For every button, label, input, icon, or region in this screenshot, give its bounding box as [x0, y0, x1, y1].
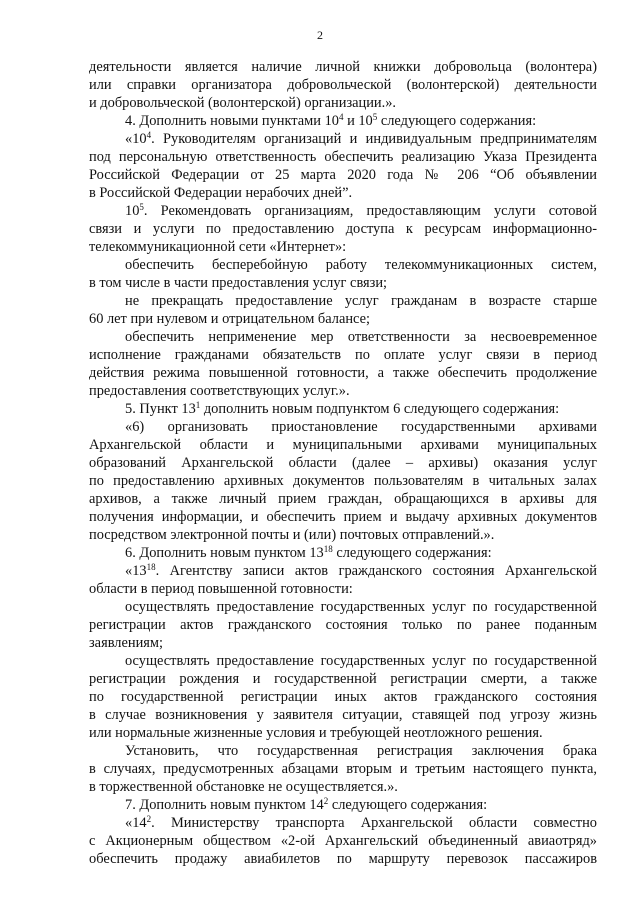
text-line [89, 274, 597, 292]
text-span: 10 [125, 203, 140, 219]
text-span: Установить, что государственная регистрация заключения брака [125, 743, 597, 759]
text-span: образований Архангельской области (далее – архивы) оказания услуг [89, 455, 597, 471]
text-line [89, 166, 597, 184]
text-span: в случае возникновения у заявителя ситуации, ставящей под угрозу жизнь [89, 707, 597, 723]
text-span: «13 [125, 563, 147, 579]
text-line [89, 742, 597, 760]
text-line [89, 130, 597, 148]
text-line [89, 454, 597, 472]
text-span: «6) организовать приостановление государственными архивами [125, 419, 597, 435]
superscript: 18 [146, 562, 156, 572]
text-line [89, 796, 597, 814]
text-line [89, 76, 597, 94]
superscript: 4 [338, 112, 344, 122]
text-span: посредством электронной почты и (или) почтовых отправлений.». [89, 527, 495, 543]
text-line [89, 220, 597, 238]
text-span: не прекращать предоставление услуг гражданам в возрасте старше [125, 293, 597, 309]
text-line [89, 814, 597, 832]
text-span: следующего содержания: [328, 797, 488, 813]
text-line [89, 436, 597, 454]
text-line [89, 832, 597, 850]
text-span: 7. Дополнить новым пунктом 14 [125, 797, 324, 813]
text-line [89, 562, 597, 580]
text-line [89, 526, 597, 544]
text-span: или справки организатора добровольческой (волонтерской) деятельности [89, 77, 597, 93]
text-span: 6. Дополнить новым пунктом 13 [125, 545, 324, 561]
superscript: 1 [195, 400, 201, 410]
text-span: исполнение гражданами обязательств по оплате услуг связи в период [89, 347, 597, 363]
text-span: «14 [125, 815, 147, 831]
text-span: обеспечить бесперебойную работу телекоммуникационных систем, [125, 257, 597, 273]
text-span: и добровольческой (волонтерской) организации.». [89, 95, 397, 111]
text-span: и 10 [343, 113, 373, 129]
text-span: обеспечить неприменение мер ответственности за несвоевременное [125, 329, 597, 345]
text-span: деятельности является наличие личной книжки добровольца (волонтера) [89, 59, 597, 75]
superscript: 18 [323, 544, 333, 554]
text-line [89, 580, 597, 598]
text-line [89, 418, 597, 436]
text-line [89, 202, 597, 220]
text-span: дополнить новым подпунктом 6 следующего содержания: [200, 401, 560, 417]
text-line [89, 400, 597, 418]
text-span: в том числе в части предоставления услуг связи; [89, 275, 388, 291]
superscript: 2 [323, 796, 329, 806]
text-line [89, 544, 597, 562]
text-line [89, 760, 597, 778]
text-line [89, 238, 597, 256]
text-span: Архангельской области и муниципальными архивами муниципальных [89, 437, 597, 453]
text-span: области в период повышенной готовности: [89, 581, 353, 597]
text-span: 60 лет при нулевом и отрицательном балансе; [89, 311, 370, 327]
text-line [89, 490, 597, 508]
text-span: получения информации, и обеспечить прием и выдачу архивных документов [89, 509, 597, 525]
text-line [89, 634, 597, 652]
text-span: 5. Пункт 13 [125, 401, 196, 417]
text-span: обеспечить продажу авиабилетов по маршруту перевозок пассажиров [89, 851, 597, 867]
text-span: осуществлять предоставление государственных услуг по государственной [125, 599, 597, 615]
text-span: 4. Дополнить новыми пунктами 10 [125, 113, 339, 129]
text-span: Российской Федерации от 25 марта 2020 года № 206 “Об объявлении [89, 167, 597, 183]
page-number: 2 [317, 28, 323, 42]
text-span: с Акционерным обществом «2-ой Архангельский объединенный авиаотряд» [89, 833, 597, 849]
text-line [89, 112, 597, 130]
text-span: следующего содержания: [332, 545, 492, 561]
text-span: связи и услуги по предоставлению доступа к ресурсам информационно- [89, 221, 597, 237]
text-line [89, 616, 597, 634]
text-line [89, 184, 597, 202]
text-span: заявлениям; [89, 635, 163, 651]
text-span: . Руководителям организаций и индивидуальным предпринимателям [151, 131, 597, 147]
text-line [89, 310, 597, 328]
text-line [89, 670, 597, 688]
text-line [89, 292, 597, 310]
text-span: действия режима повышенной готовности, а также обеспечить продолжение [89, 365, 597, 381]
text-span: . Агентству записи актов гражданского состояния Архангельской [155, 563, 597, 579]
text-span: под персональную ответственность обеспечить реализацию Указа Президента [89, 149, 597, 165]
superscript: 5 [372, 112, 378, 122]
text-line [89, 346, 597, 364]
text-span: «10 [125, 131, 147, 147]
text-span: или нормальные жизненные условия и требующей неотложного решения. [89, 725, 543, 741]
document-body [89, 58, 597, 868]
text-span: предоставления соответствующих услуг.». [89, 383, 350, 399]
text-line [89, 256, 597, 274]
text-line [89, 382, 597, 400]
superscript: 5 [139, 202, 144, 212]
text-span: по предоставлению архивных документов пользователям в читальных залах [89, 473, 597, 489]
text-span: осуществлять предоставление государственных услуг по государственной [125, 653, 597, 669]
text-line [89, 328, 597, 346]
text-span: следующего содержания: [377, 113, 537, 129]
text-span: . Рекомендовать организациям, предоставляющим услуги сотовой [143, 203, 597, 219]
text-line [89, 652, 597, 670]
text-span: архивов, а также личный прием граждан, обращающихся в архивы для [89, 491, 597, 507]
text-span: регистрации рождения и государственной регистрации смерти, а также [89, 671, 597, 687]
text-span: телекоммуникационной сети «Интернет»: [89, 239, 347, 255]
text-span: в Российской Федерации нерабочих дней”. [89, 185, 353, 201]
text-line [89, 472, 597, 490]
text-line [89, 706, 597, 724]
text-line [89, 688, 597, 706]
text-line [89, 724, 597, 742]
text-line [89, 148, 597, 166]
text-line [89, 778, 597, 796]
text-line [89, 598, 597, 616]
text-line [89, 850, 597, 868]
text-span: в торжественной обстановке не осуществляется.». [89, 779, 398, 795]
text-line [89, 94, 597, 112]
text-span: в случаях, предусмотренных абзацами вторым и третьим настоящего пункта, [89, 761, 597, 777]
text-line [89, 58, 597, 76]
text-line [89, 364, 597, 382]
text-span: . Министерству транспорта Архангельской области совместно [151, 815, 597, 831]
text-span: по государственной регистрации иных актов гражданского состояния [89, 689, 597, 705]
text-line [89, 508, 597, 526]
superscript: 4 [146, 130, 152, 140]
superscript: 2 [146, 814, 152, 824]
text-span: регистрации актов гражданского состояния только по ранее поданным [89, 617, 597, 633]
